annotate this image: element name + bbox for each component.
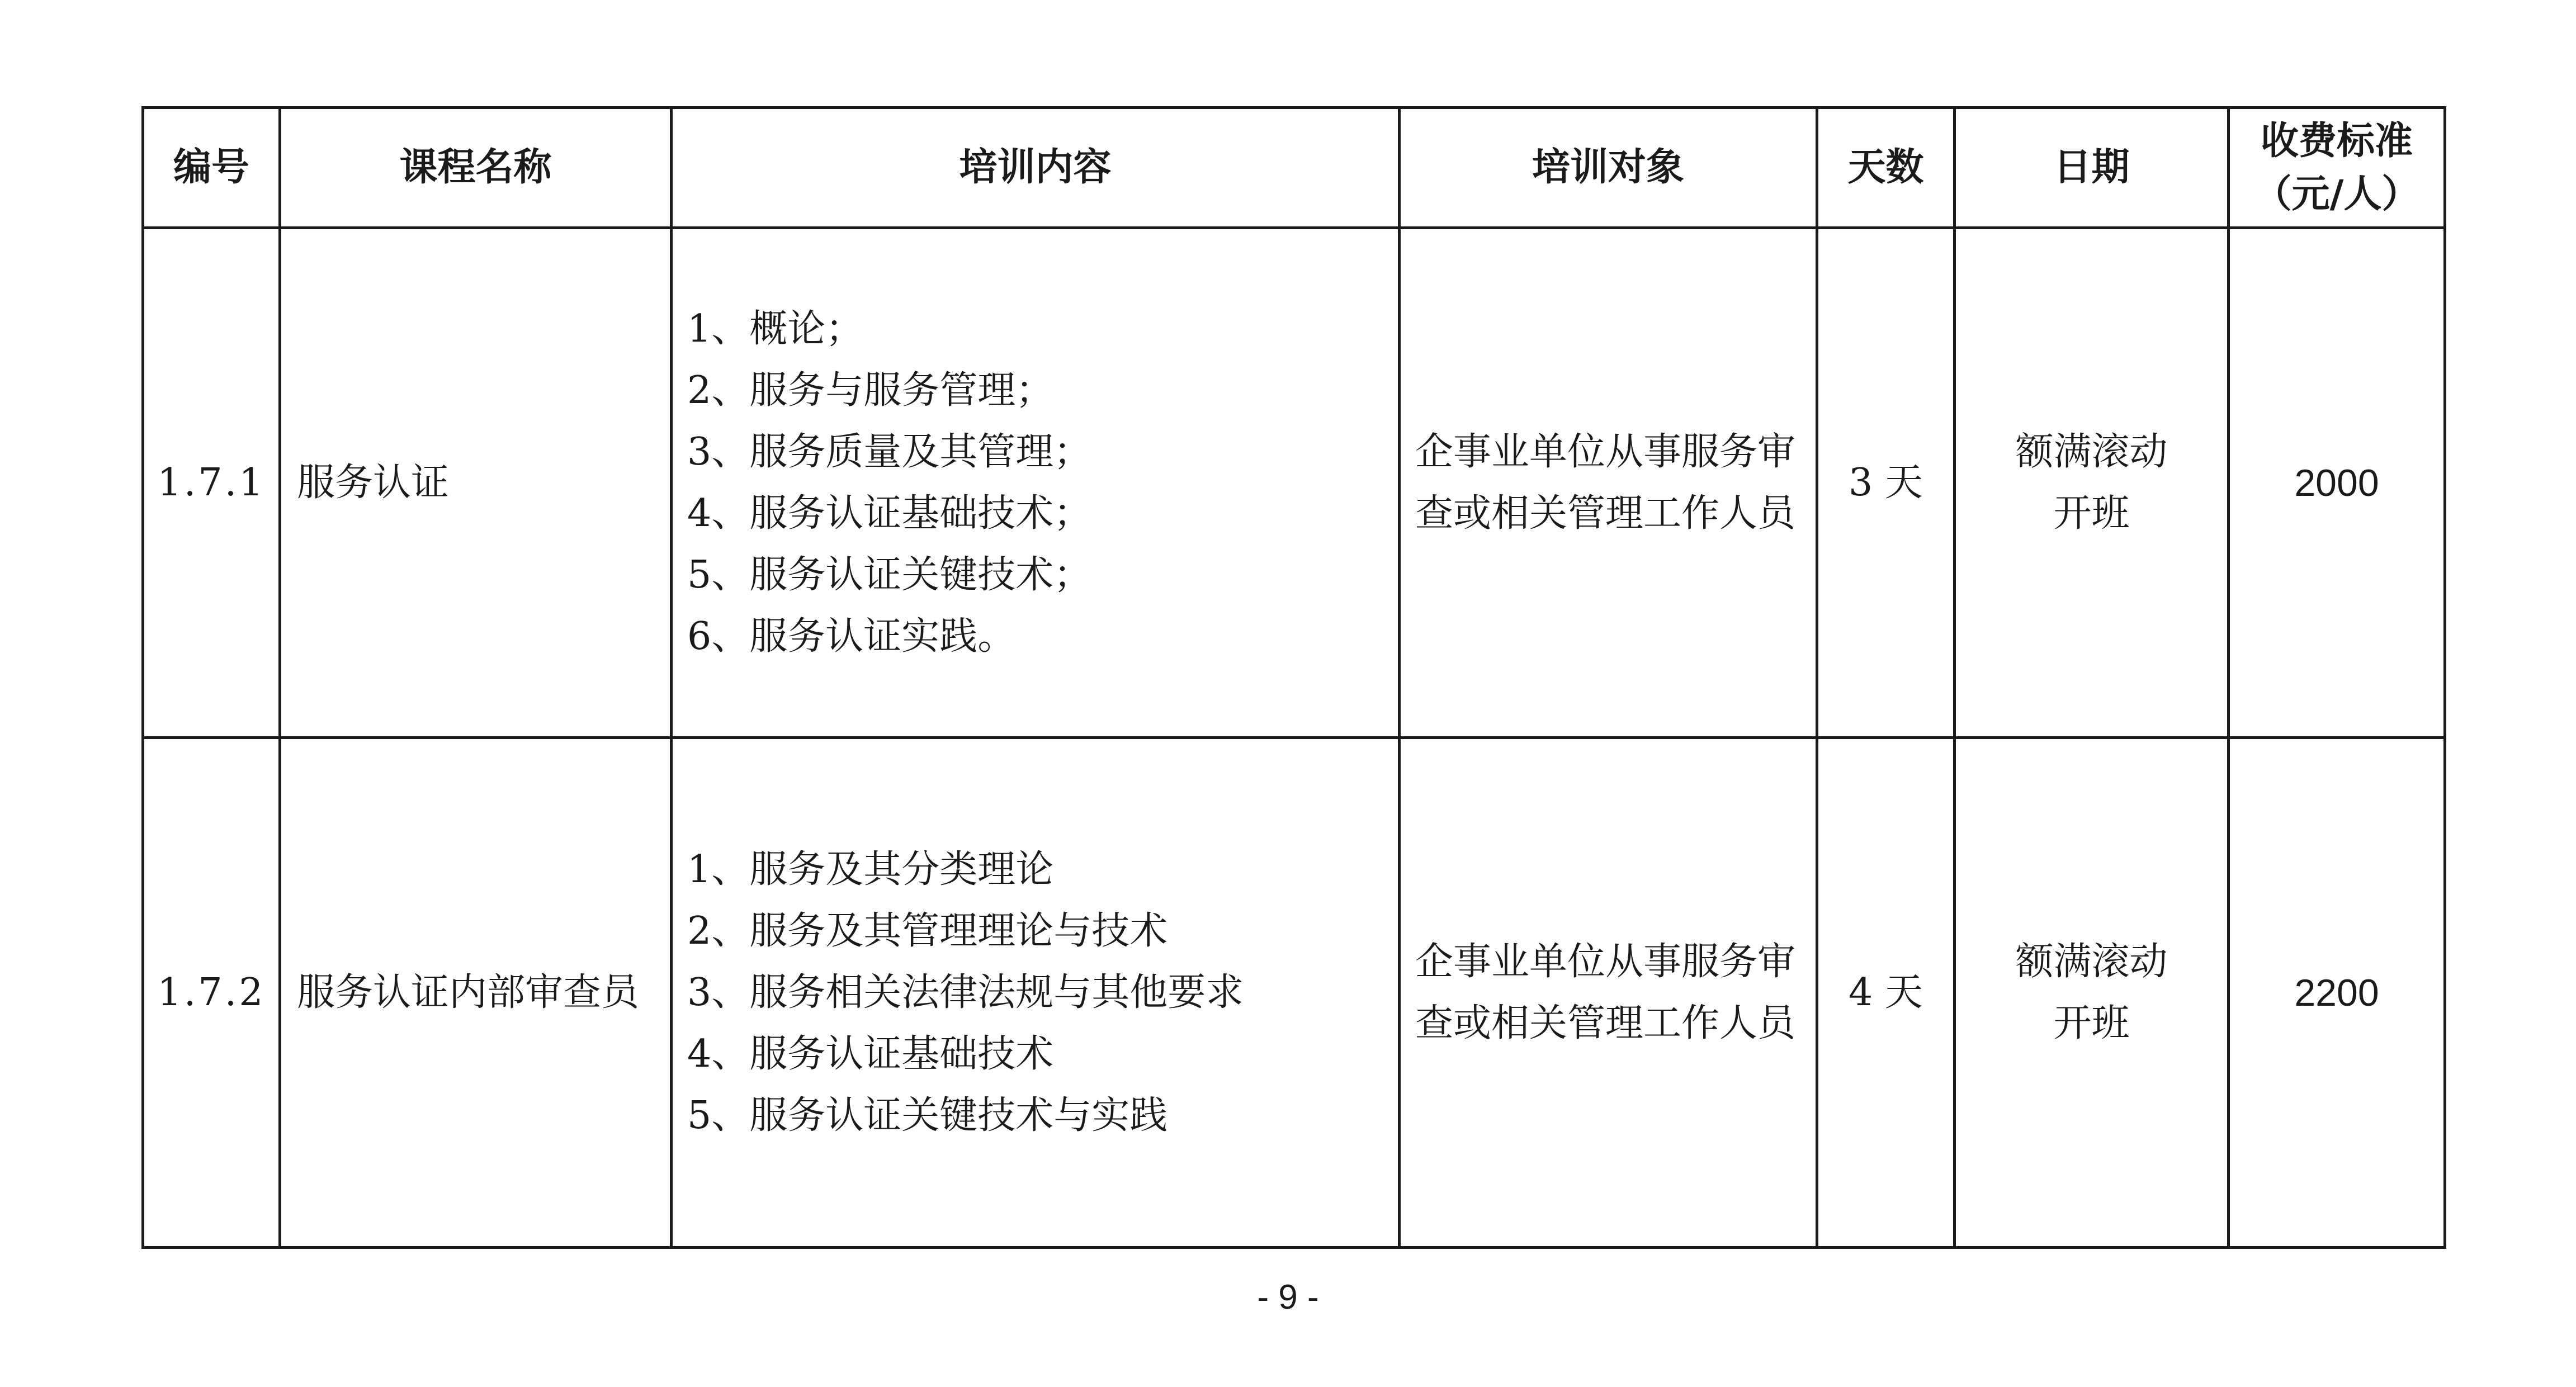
cell-days: 3 天 (1817, 228, 1955, 738)
header-number: 编号 (143, 108, 280, 228)
page-number: - 9 - (1257, 1278, 1319, 1317)
cell-target: 企事业单位从事服务审查或相关管理工作人员 (1400, 228, 1817, 738)
cell-date (1955, 228, 2229, 738)
content-item: 1、概论； (687, 306, 864, 351)
date-line1: 额满滚动 (2015, 429, 2168, 474)
cell-content (672, 738, 1400, 1248)
date-line2: 开班 (2053, 491, 2130, 536)
header-fee-line1: 收费标准 (2260, 119, 2413, 163)
header-fee-line2: （元/人） (2253, 172, 2420, 216)
content-item: 5、服务认证关键技术与实践 (687, 1093, 1168, 1138)
header-target: 培训对象 (1400, 108, 1817, 228)
content-item: 3、服务相关法律法规与其他要求 (687, 970, 1244, 1015)
content-item: 4、服务认证基础技术 (687, 1031, 1054, 1076)
date-line1: 额满滚动 (2015, 939, 2168, 984)
cell-course-name: 服务认证内部审查员 (280, 738, 672, 1248)
header-content: 培训内容 (672, 108, 1400, 228)
content-item: 4、服务认证基础技术； (687, 491, 1092, 536)
cell-course-name: 服务认证 (280, 228, 672, 738)
course-table (141, 106, 2446, 1249)
header-days: 天数 (1817, 108, 1955, 228)
cell-fee: 2000 (2229, 228, 2445, 738)
content-item: 3、服务质量及其管理； (687, 429, 1092, 474)
date-line2: 开班 (2053, 1001, 2130, 1045)
cell-date (1955, 738, 2229, 1248)
cell-number: 1.7.2 (143, 738, 280, 1248)
cell-target: 企事业单位从事服务审查或相关管理工作人员 (1400, 738, 1817, 1248)
table-row (143, 738, 2445, 1248)
cell-days: 4 天 (1817, 738, 1955, 1248)
content-item: 1、服务及其分类理论 (687, 847, 1054, 892)
content-item: 6、服务认证实践。 (687, 614, 1016, 659)
table-row (143, 228, 2445, 738)
content-item: 2、服务及其管理理论与技术 (687, 908, 1168, 953)
table-header-row (143, 108, 2445, 228)
cell-fee: 2200 (2229, 738, 2445, 1248)
header-fee (2229, 108, 2445, 228)
cell-number: 1.7.1 (143, 228, 280, 738)
content-item: 2、服务与服务管理； (687, 368, 1054, 413)
content-item: 5、服务认证关键技术； (687, 552, 1092, 597)
header-course-name: 课程名称 (280, 108, 672, 228)
header-date: 日期 (1955, 108, 2229, 228)
cell-content (672, 228, 1400, 738)
